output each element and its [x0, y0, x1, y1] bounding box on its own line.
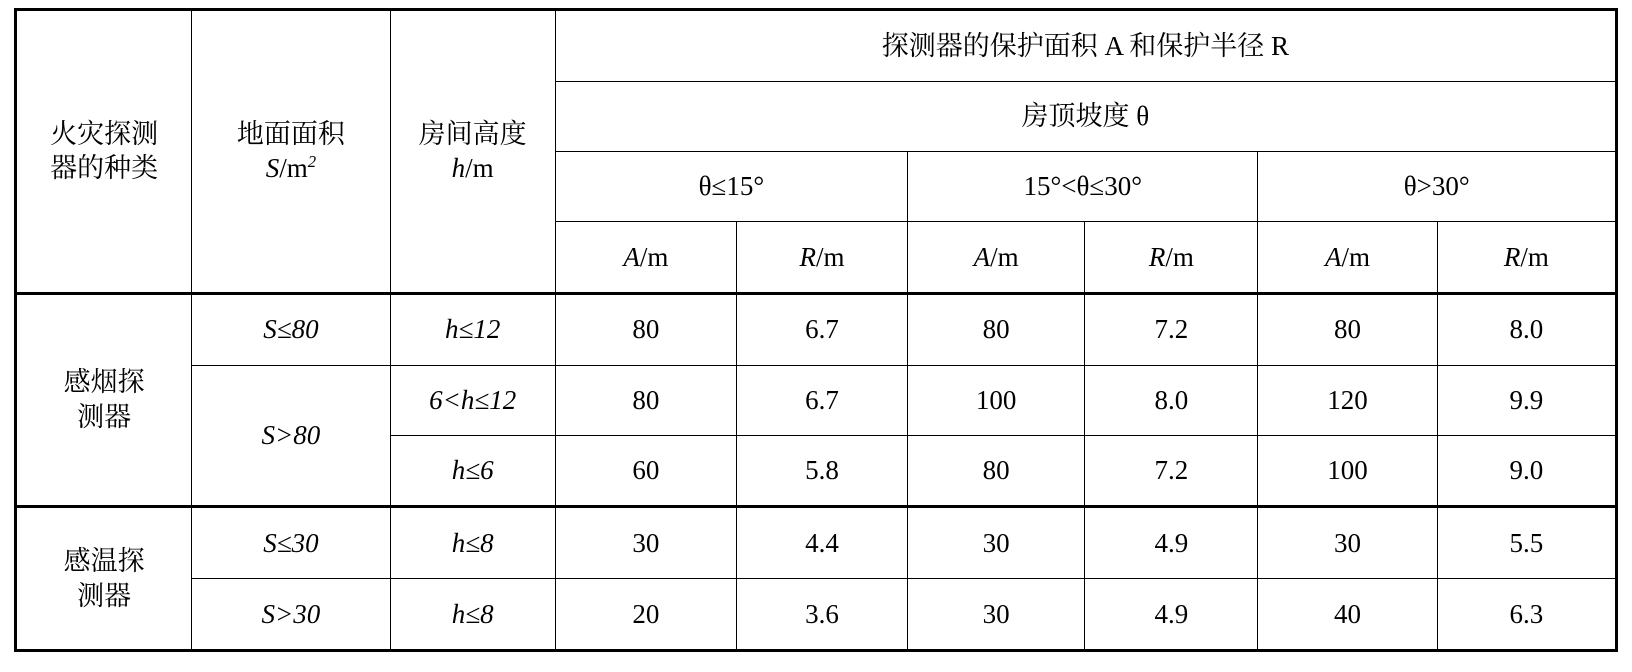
- cell-r2: 7.2: [1085, 293, 1258, 365]
- header-radius-2: R/m: [1085, 221, 1258, 293]
- cell-height-h8b: h≤8: [390, 579, 555, 651]
- header-slope-band-1: θ≤15°: [555, 151, 907, 221]
- header-detector-kind-line2: 器的种类: [50, 153, 159, 184]
- cell-r2: 7.2: [1085, 435, 1258, 507]
- header-detector-kind: [16, 10, 192, 294]
- cell-area-s30-gt: S>30: [192, 579, 390, 651]
- cell-r3: 9.9: [1437, 365, 1616, 435]
- header-room-height-line1: 房间高度: [418, 118, 527, 149]
- header-area-2: A/m: [908, 221, 1085, 293]
- cell-r1: 3.6: [736, 579, 907, 651]
- header-area-3: A/m: [1258, 221, 1437, 293]
- table-row: [16, 365, 1617, 435]
- cell-kind-heat: [16, 507, 192, 651]
- cell-a3: 120: [1258, 365, 1437, 435]
- cell-height-6to12: 6<h≤12: [390, 365, 555, 435]
- cell-height-h12: h≤12: [390, 293, 555, 365]
- header-detector-kind-line1: 火灾探测: [50, 118, 159, 149]
- cell-a2: 80: [908, 293, 1085, 365]
- cell-a2: 80: [908, 435, 1085, 507]
- header-area-1: A/m: [555, 221, 736, 293]
- header-roof-slope: 房顶坡度 θ: [555, 81, 1616, 151]
- cell-a3: 100: [1258, 435, 1437, 507]
- header-floor-area-line1: 地面面积: [236, 118, 345, 149]
- cell-r1: 6.7: [736, 365, 907, 435]
- header-slope-band-3: θ>30°: [1258, 151, 1617, 221]
- header-radius-3: R/m: [1437, 221, 1616, 293]
- cell-area-s80: S≤80: [192, 293, 390, 365]
- cell-a1: 60: [555, 435, 736, 507]
- header-room-height: [390, 10, 555, 294]
- cell-r3: 9.0: [1437, 435, 1616, 507]
- cell-a1: 30: [555, 507, 736, 579]
- cell-kind-heat-line2: 测器: [77, 580, 132, 611]
- cell-height-h8: h≤8: [390, 507, 555, 579]
- cell-a3: 30: [1258, 507, 1437, 579]
- header-protection-group: 探测器的保护面积 A 和保护半径 R: [555, 10, 1616, 82]
- cell-kind-heat-line1: 感温探: [63, 546, 145, 577]
- cell-a1: 80: [555, 365, 736, 435]
- cell-a3: 40: [1258, 579, 1437, 651]
- cell-r1: 5.8: [736, 435, 907, 507]
- header-floor-area-unit: $S/m^2$: [265, 152, 317, 184]
- cell-area-s80-gt: S>80: [192, 365, 390, 507]
- header-room-height-unit: h/m: [451, 153, 494, 184]
- cell-r2: 4.9: [1085, 579, 1258, 651]
- header-slope-band-2: 15°<θ≤30°: [908, 151, 1258, 221]
- detector-coverage-table: [14, 8, 1618, 652]
- header-radius-1: R/m: [736, 221, 907, 293]
- cell-kind-smoke-line1: 感烟探: [63, 367, 145, 398]
- cell-a2: 30: [908, 579, 1085, 651]
- cell-kind-smoke-line2: 测器: [77, 402, 132, 433]
- table-row: [16, 507, 1617, 579]
- table-row: [16, 579, 1617, 651]
- cell-r3: 6.3: [1437, 579, 1616, 651]
- table-row: [16, 293, 1617, 365]
- cell-r2: 4.9: [1085, 507, 1258, 579]
- cell-kind-smoke: [16, 293, 192, 507]
- cell-a2: 30: [908, 507, 1085, 579]
- cell-a3: 80: [1258, 293, 1437, 365]
- cell-a2: 100: [908, 365, 1085, 435]
- cell-area-s30: S≤30: [192, 507, 390, 579]
- cell-height-h6: h≤6: [390, 435, 555, 507]
- table-header-row-1: [16, 10, 1617, 82]
- cell-r3: 8.0: [1437, 293, 1616, 365]
- cell-r1: 6.7: [736, 293, 907, 365]
- header-floor-area: [192, 10, 390, 294]
- cell-r3: 5.5: [1437, 507, 1616, 579]
- cell-a1: 80: [555, 293, 736, 365]
- cell-a1: 20: [555, 579, 736, 651]
- cell-r2: 8.0: [1085, 365, 1258, 435]
- cell-r1: 4.4: [736, 507, 907, 579]
